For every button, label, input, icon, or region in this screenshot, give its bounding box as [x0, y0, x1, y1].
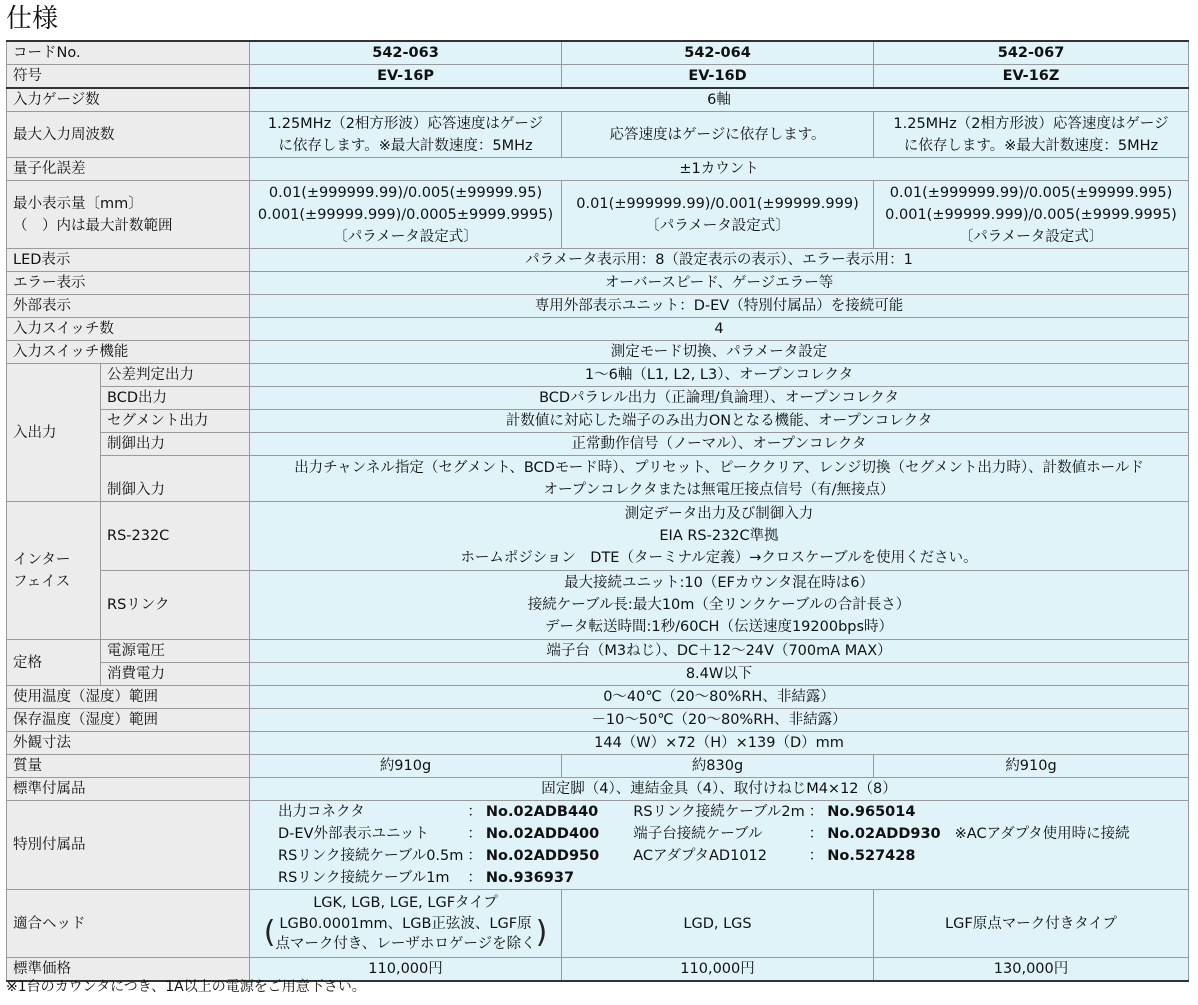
code-cell: 542-064 [562, 41, 874, 65]
accessory-code: No.02ADD400 [485, 826, 600, 842]
page-title: 仕様 [6, 4, 59, 34]
group-label-io: 入出力 [7, 364, 101, 502]
row-io-control-in [7, 456, 1189, 502]
row-label: コードNo. [7, 41, 250, 65]
row-min-display [7, 181, 1189, 249]
value-cell [250, 571, 1189, 640]
footnote: ※1台のカウンタにつき、1A以上の電源をご用意下さい。 [6, 979, 366, 995]
value-cell: 約910g [250, 755, 562, 778]
value-cell [250, 801, 1189, 890]
value-cell [250, 502, 1189, 571]
code-cell: 542-063 [250, 41, 562, 65]
separator: ： [808, 826, 824, 842]
spec-table [6, 40, 1189, 982]
group-label-interface [7, 502, 101, 640]
accessory-code: No.965014 [827, 804, 916, 820]
value-cell: ±1カウント [250, 158, 1189, 181]
sub-label: BCD出力 [101, 387, 250, 410]
value-cell: BCDパラレル出力（正論理/負論理）、オープンコレクタ [250, 387, 1189, 410]
row-storage-temp [7, 709, 1189, 732]
row-if-rslink [7, 571, 1189, 640]
price-cell: 110,000円 [250, 958, 562, 982]
text-line: 0.01(±999999.99)/0.005(±99999.95) [268, 184, 543, 201]
accessory-name: 端子台接続ケーブル [633, 826, 763, 842]
accessory-name: 出力コネクタ [278, 804, 365, 820]
code-cell: 542-067 [874, 41, 1189, 65]
sub-label: RS-232C [101, 502, 250, 571]
model-cell: EV-16Z [874, 65, 1189, 89]
row-label: 入力スイッチ機能 [7, 341, 250, 364]
row-rating-power-supply [7, 640, 1189, 663]
text-line: LGK, LGB, LGE, LGFタイプ [313, 895, 498, 911]
text-line: 0.01(±999999.99)/0.005(±99999.995) [889, 184, 1173, 201]
price-cell: 110,000円 [562, 958, 874, 982]
row-mass [7, 755, 1189, 778]
accessory-code: No.02ADD950 [485, 848, 600, 864]
sub-label: 電源電圧 [101, 640, 250, 663]
value-cell: 固定脚（4）、連結金具（4）、取付けねじM4×12（8） [250, 778, 1189, 801]
row-quant-error [7, 158, 1189, 181]
left-bracket: ( [263, 915, 276, 950]
row-label: 外観寸法 [7, 732, 250, 755]
value-cell: 1〜6軸（L1, L2, L3）、オープンコレクタ [250, 364, 1189, 387]
text-line: 測定データ出力及び制御入力 [624, 506, 814, 522]
text-line: 最小表示量〔mm〕 [13, 195, 143, 212]
accessory-name: RSリンク接続ケーブル2m [633, 804, 805, 820]
value-cell [250, 890, 562, 958]
accessory-row [274, 867, 1130, 889]
sub-label: RSリンク [101, 571, 250, 640]
row-label: 符号 [7, 65, 250, 89]
value-cell: 約910g [874, 755, 1189, 778]
text-line: に依存します。※最大計数速度：5MHz [903, 137, 1159, 154]
value-cell: 8.4W以下 [250, 663, 1189, 686]
value-cell: 約830g [562, 755, 874, 778]
accessory-note [941, 801, 1130, 823]
row-label: LED表示 [7, 249, 250, 272]
row-label: 標準価格 [7, 958, 250, 982]
text-line: EIA RS-232C準拠 [659, 528, 779, 544]
model-cell: EV-16D [562, 65, 874, 89]
accessory-row [274, 845, 1130, 867]
value-cell: 4 [250, 318, 1189, 341]
row-io-segment [7, 410, 1189, 433]
text-line: 接続ケーブル長:最大10m（全リンクケーブルの合計長さ） [527, 597, 911, 613]
accessory-name: D-EV外部表示ユニット [278, 826, 429, 842]
accessory-name [599, 867, 805, 889]
row-label: 質量 [7, 755, 250, 778]
text-line: 〔パラメータ設定式〕 [645, 217, 790, 234]
value-cell: LGF原点マーク付きタイプ [874, 890, 1189, 958]
row-error-display [7, 272, 1189, 295]
row-led [7, 249, 1189, 272]
text-line: に依存します。※最大計数速度：5MHz [278, 137, 533, 154]
text-line: 1.25MHz（2相方形波）応答速度はゲージ [893, 115, 1169, 132]
accessory-name: RSリンク接続ケーブル1m [278, 870, 450, 886]
row-io-tolerance [7, 364, 1189, 387]
row-label: 入力ゲージ数 [7, 88, 250, 112]
value-cell: 端子台（M3ねじ）、DC＋12〜24V（700mA MAX） [250, 640, 1189, 663]
row-label: 外部表示 [7, 295, 250, 318]
model-cell: EV-16P [250, 65, 562, 89]
row-special-accessories [7, 801, 1189, 890]
sub-label: 消費電力 [101, 663, 250, 686]
row-label: 使用温度（湿度）範囲 [7, 686, 250, 709]
accessory-note [941, 867, 1130, 889]
row-dimensions [7, 732, 1189, 755]
paren-content [275, 913, 535, 954]
row-label: 特別付属品 [7, 801, 250, 890]
text-line: 〔パラメータ設定式〕 [333, 228, 478, 245]
accessory-row [274, 823, 1130, 845]
value-cell [874, 181, 1189, 249]
separator: ： [808, 848, 824, 864]
separator: ： [467, 826, 482, 842]
price-cell: 130,000円 [874, 958, 1189, 982]
value-cell: 0〜40℃（20〜80%RH、非結露） [250, 686, 1189, 709]
accessory-name: ACアダプタAD1012 [633, 848, 767, 864]
row-label [7, 181, 250, 249]
group-label-rating: 定格 [7, 640, 101, 686]
text-line: 最大接続ユニット:10（EFカウンタ混在時は6） [564, 575, 874, 591]
value-cell [250, 181, 562, 249]
text-line: インター [13, 551, 71, 568]
row-io-bcd [7, 387, 1189, 410]
value-cell: －10〜50℃（20〜80%RH、非結露） [250, 709, 1189, 732]
sub-label: セグメント出力 [101, 410, 250, 433]
text-line: ホームポジション DTE（ターミナル定義）→クロスケーブルを使用ください。 [460, 550, 978, 566]
accessory-note: ※ACアダプタ使用時に接続 [954, 826, 1130, 842]
text-line: 0.001(±99999.999)/0.005(±9999.9995) [885, 206, 1177, 223]
text-line: 〔パラメータ設定式〕 [958, 228, 1104, 245]
row-op-temp [7, 686, 1189, 709]
paren-group [256, 913, 555, 954]
accessory-list [274, 801, 1130, 889]
value-cell: パラメータ表示用：8（設定表示の表示）、エラー表示用：1 [250, 249, 1189, 272]
separator: ： [467, 870, 482, 886]
row-label: 入力スイッチ数 [7, 318, 250, 341]
accessory-code: No.936937 [485, 870, 575, 886]
separator [805, 867, 824, 889]
row-label: 適合ヘッド [7, 890, 250, 958]
accessory-code: No.02ADD930 [827, 826, 941, 842]
row-io-control-out [7, 433, 1189, 456]
row-label: エラー表示 [7, 272, 250, 295]
value-cell: 計数値に対応した端子のみ出力ONとなる機能、オープンコレクタ [250, 410, 1189, 433]
row-external-display [7, 295, 1189, 318]
accessory-note [941, 845, 1130, 867]
row-input-switch-count [7, 318, 1189, 341]
text-line: データ転送時間:1秒/60CH（伝送速度19200bps時） [544, 619, 894, 635]
separator: ： [467, 804, 482, 820]
text-line: 0.001(±99999.999)/0.0005±9999.9995) [257, 206, 554, 223]
accessory-code [823, 867, 940, 889]
right-bracket: ) [535, 915, 548, 950]
sub-label: 公差判定出力 [101, 364, 250, 387]
separator: ： [808, 804, 824, 820]
sub-label: 制御入力 [101, 456, 250, 502]
value-cell: 測定モード切換、パラメータ設定 [250, 341, 1189, 364]
value-cell: 専用外部表示ユニット：D-EV（特別付属品）を接続可能 [250, 295, 1189, 318]
value-cell [250, 112, 562, 158]
text-line: 出力チャンネル指定（セグメント、BCDモード時）、プリセット、ピーククリア、レンジ切換（セグメント出力時）、計数値ホールド [294, 459, 1144, 476]
row-label: 量子化誤差 [7, 158, 250, 181]
value-cell: オーバースピード、ゲージエラー等 [250, 272, 1189, 295]
sub-label: 制御出力 [101, 433, 250, 456]
row-rating-power-consumption [7, 663, 1189, 686]
separator: ： [467, 848, 482, 864]
row-compatible-heads [7, 890, 1189, 958]
text-line: 1.25MHz（2相方形波）応答速度はゲージ [267, 115, 544, 132]
value-cell: 応答速度はゲージに依存します。 [562, 112, 874, 158]
text-line: 0.01(±999999.99)/0.001(±99999.999) [576, 195, 859, 212]
row-input-switch-func [7, 341, 1189, 364]
text-line: （ ）内は最大計数範囲 [13, 217, 173, 234]
text-line: 点マーク付き、レーザホロゲージを除く [275, 936, 536, 952]
value-cell: LGD, LGS [562, 890, 874, 958]
row-code [7, 41, 1189, 65]
row-label: 標準付属品 [7, 778, 250, 801]
value-cell [250, 456, 1189, 502]
value-cell: 正常動作信号（ノーマル）、オープンコレクタ [250, 433, 1189, 456]
row-label: 最大入力周波数 [7, 112, 250, 158]
row-if-rs232c [7, 502, 1189, 571]
text-line: LGB0.0001mm、LGB正弦波、LGF原 [279, 916, 532, 932]
value-cell: 6軸 [250, 88, 1189, 112]
accessory-row [274, 801, 1130, 823]
row-max-freq [7, 112, 1189, 158]
value-cell: 144（W）×72（H）×139（D）mm [250, 732, 1189, 755]
row-input-gauges [7, 88, 1189, 112]
text-line: オープンコレクタまたは無電圧接点信号（有/無接点） [543, 481, 895, 498]
row-std-accessories [7, 778, 1189, 801]
row-label: 保存温度（湿度）範囲 [7, 709, 250, 732]
row-model [7, 65, 1189, 89]
accessory-name: RSリンク接続ケーブル0.5m [278, 848, 464, 864]
accessory-code: No.02ADB440 [485, 804, 599, 820]
value-cell [874, 112, 1189, 158]
accessory-code: No.527428 [827, 848, 916, 864]
text-line: フェイス [13, 573, 71, 590]
value-cell [562, 181, 874, 249]
